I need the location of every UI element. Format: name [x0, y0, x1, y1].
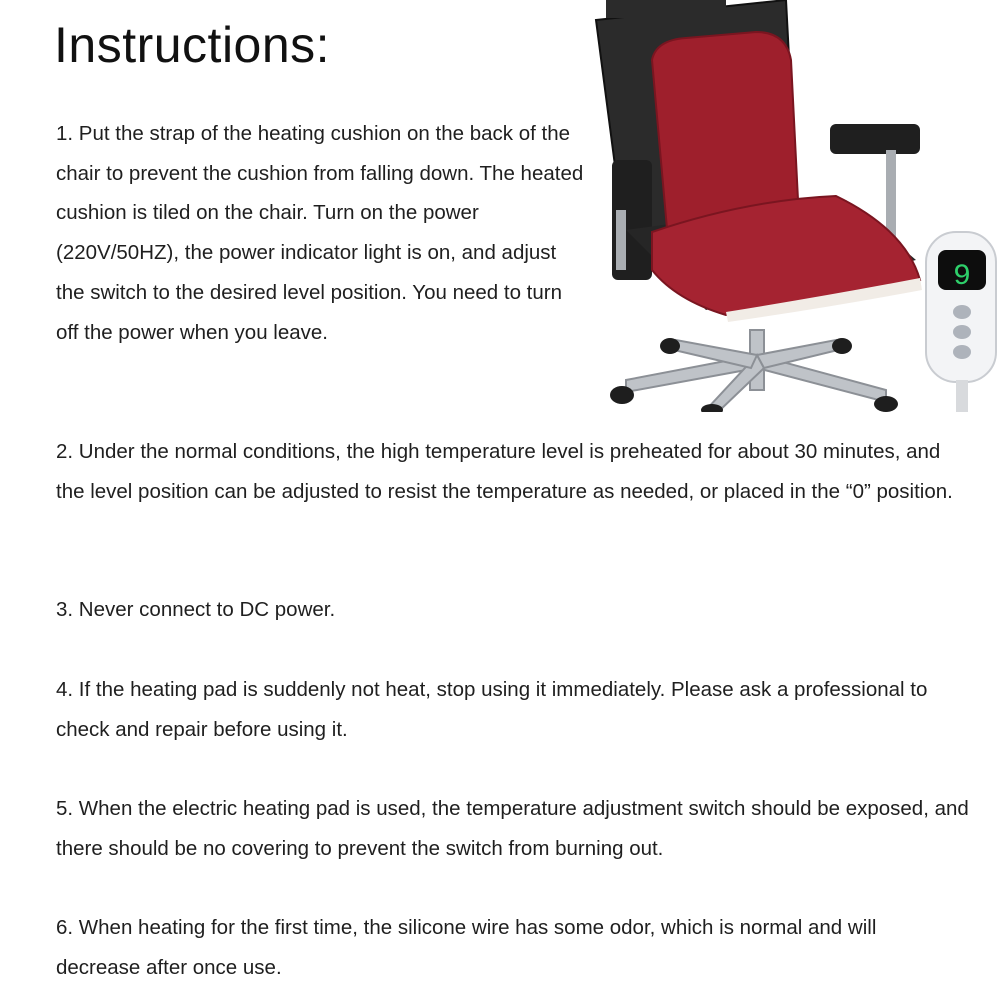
- remote-controller: [926, 232, 996, 412]
- product-photo: [586, 0, 1001, 412]
- instruction-6: 6. When heating for the first time, the silicone wire has some odor, which is normal and will decrease after once use.: [56, 916, 877, 979]
- page-title: Instructions:: [54, 17, 331, 73]
- instruction-2: 2. Under the normal conditions, the high temperature level is preheated for about 30 minutes, and the level position can be adjusted to resist the temperature as needed, or placed in the “0” position.: [56, 440, 953, 503]
- controller-display: 9: [952, 260, 972, 294]
- instruction-3: 3. Never connect to DC power.: [56, 598, 336, 621]
- instruction-1: 1. Put the strap of the heating cushion on the back of the chair to prevent the cushion from falling down. The heated cushion is tiled on the chair. Turn on the power (220V/50HZ), the power indicator light is on, and adjust the switch to the desired level position. You need to turn off the power when you leave.: [56, 122, 584, 344]
- instruction-4: 4. If the heating pad is suddenly not heat, stop using it immediately. Please ask a professional to check and repair before using it.: [56, 678, 928, 741]
- instruction-5: 5. When the electric heating pad is used, the temperature adjustment switch should be exposed, and there should be no covering to prevent the switch from burning out.: [56, 797, 969, 860]
